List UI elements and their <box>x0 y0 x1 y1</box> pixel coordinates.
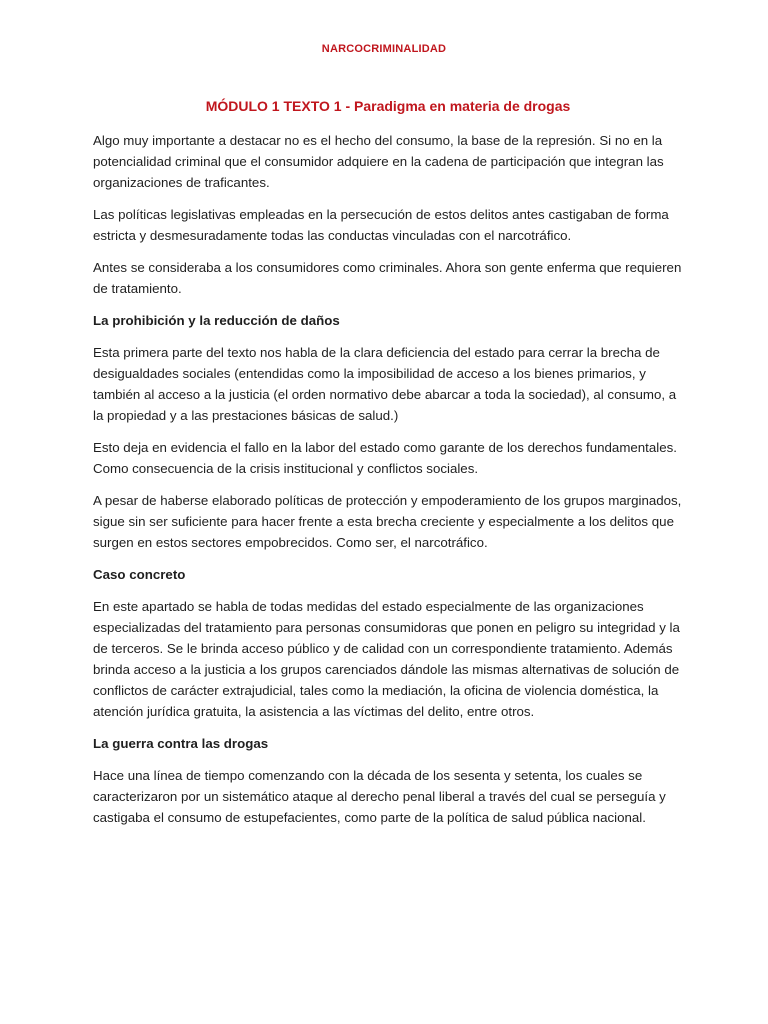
running-header: NARCOCRIMINALIDAD <box>321 43 447 55</box>
page-title: MÓDULO 1 TEXTO 1 - Paradigma en materia de drogas <box>205 98 571 114</box>
section-heading: La guerra contra las drogas <box>93 736 269 751</box>
paragraph: Hace una línea de tiempo comenzando con la década de los sesenta y setenta, los cuales se caracterizaron por un sistemático ataque al derecho penal liberal a través del cual se perseguía y castigaba el consumo de estupefacientes, como parte de la política de salud pública nacional. <box>93 768 666 825</box>
section-heading: La prohibición y la reducción de daños <box>93 313 340 328</box>
section-heading: Caso concreto <box>93 567 186 582</box>
paragraph: A pesar de haberse elaborado políticas de protección y empoderamiento de los grupos marginados, sigue sin ser suficiente para hacer frente a esta brecha creciente y especialmente a los delitos que surgen en estos sectores empobrecidos. Como ser, el narcotráfico. <box>93 493 682 550</box>
paragraph: En este apartado se habla de todas medidas del estado especialmente de las organizaciones especializadas del tratamiento para personas consumidoras que ponen en peligro su integridad y la de terceros. Se le brinda acceso público y de calidad con un correspondiente tratamiento. Además brinda acceso a la justicia a los grupos carenciados dándole las mismas alternativas de solución de conflictos de carácter extrajudicial, tales como la mediación, la oficina de violencia doméstica, la atención jurídica gratuita, la asistencia a las víctimas del delito, entre otros. <box>93 599 680 719</box>
paragraph: Las políticas legislativas empleadas en la persecución de estos delitos antes castigaban de forma estricta y desmesuradamente todas las conductas vinculadas con el narcotráfico. <box>93 207 669 243</box>
paragraph: Antes se consideraba a los consumidores como criminales. Ahora son gente enferma que requieren de tratamiento. <box>93 260 682 296</box>
paragraph: Algo muy importante a destacar no es el hecho del consumo, la base de la represión. Si no en la potencialidad criminal que el consumidor adquiere en la cadena de participación que integran las organizaciones de traficantes. <box>93 133 664 190</box>
paragraph: Esto deja en evidencia el fallo en la labor del estado como garante de los derechos fundamentales. Como consecuencia de la crisis institucional y conflictos sociales. <box>93 440 677 476</box>
paragraph: Esta primera parte del texto nos habla de la clara deficiencia del estado para cerrar la brecha de desigualdades sociales (entendidas como la imposibilidad de acceso a los bienes primarios, y también al acceso a la justicia (el orden normativo debe abarcar a toda la sociedad), al consumo, a la propiedad y a las prestaciones básicas de salud.) <box>93 345 677 423</box>
document-body <box>93 96 683 839</box>
